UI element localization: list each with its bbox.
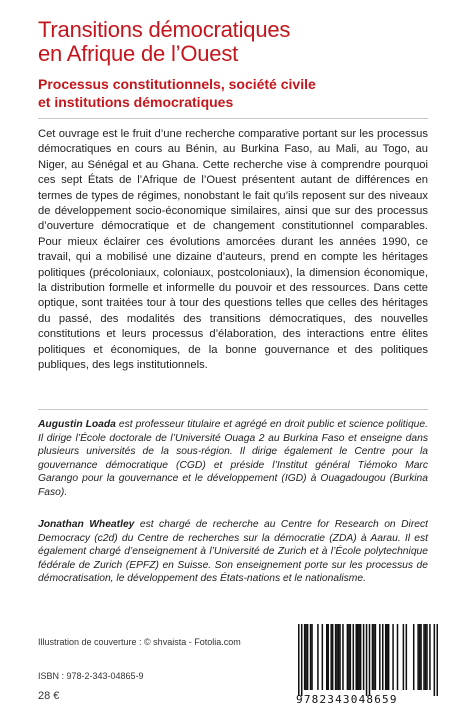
barcode-bar (307, 624, 309, 690)
barcode-bar (348, 624, 350, 690)
barcode-bar (347, 624, 349, 690)
barcode-bar (336, 624, 338, 690)
barcode-bar (335, 624, 337, 690)
barcode-bar (413, 624, 415, 690)
barcode-bar (385, 624, 387, 690)
barcode-bar (327, 624, 329, 690)
barcode-bar (358, 624, 360, 690)
barcode-bar (420, 624, 422, 690)
barcode-bar (311, 624, 313, 690)
barcode-bar (386, 624, 388, 690)
book-title-line-2: en Afrique de l’Ouest (38, 41, 239, 66)
barcode-bar (342, 624, 344, 690)
divider-middle (38, 409, 428, 410)
barcode-image (298, 624, 438, 696)
book-subtitle (38, 75, 438, 111)
book-subtitle-line-2: et institutions démocratiques (38, 94, 234, 110)
barcode-bar (317, 624, 319, 690)
barcode-bar (426, 624, 428, 690)
barcode-bar (373, 624, 375, 690)
author-bio-text-loada: est professeur titulaire et agrégé en droit public et science politique. Il dirige l’École doctorale de l’Université Ouaga 2 au Burkina Faso et enseigne dans plusieurs universités de la sous-région. Il dirige également le Centre pour la gouvernance démocratique (CGD) et préside l’Institut général Tiémoko Marc Garango pour la gouvernance et le développement (IGD) à Ouagadougou (Burkina Faso). (38, 419, 428, 498)
barcode-bar (437, 624, 438, 696)
book-subtitle-line-1: Processus constitutionnels, société civile (38, 76, 316, 92)
barcode-digits: 9782343048659 (296, 693, 398, 706)
divider-top (38, 118, 428, 119)
barcode-bar (425, 624, 427, 690)
barcode-bar (388, 624, 390, 690)
author-bio-text-wheatley: est chargé de recherche au Centre for Research on Direct Democracy (c2d) du Centre de recherches sur la démocratie (ZDA) à Aarau. Il est également chargé d’enseignement à l’Université de Zurich et à l’École polytechnique fédérale de Zurich (EPFZ) en Suisse. Son enseignement porte sur les processus de démocratisation, le développement des États-nations et le nationalisme. (38, 519, 428, 585)
barcode-bar (322, 624, 324, 690)
barcode-bar (326, 624, 328, 690)
barcode-bar (369, 624, 371, 696)
barcode-bar (332, 624, 334, 690)
barcode-bar (372, 624, 374, 690)
barcode-bar (392, 624, 394, 690)
price-label: 28 € (38, 690, 60, 702)
barcode-bar (366, 624, 368, 696)
barcode-bar (330, 624, 332, 690)
book-title-line-1: Transitions démocratiques (38, 17, 291, 42)
barcode-bar (406, 624, 408, 690)
barcode-bar (338, 624, 340, 690)
author-bio-loada (38, 418, 428, 500)
cover-illustration-credit: Illustration de couverture : © shvaista - Fotolia.com (38, 637, 241, 647)
barcode-bar (305, 624, 307, 690)
barcode-bar (298, 624, 300, 696)
barcode-bar (304, 624, 306, 690)
barcode-bar (357, 624, 359, 690)
author-name-loada: Augustin Loada (38, 419, 116, 430)
book-title (38, 18, 438, 66)
barcode-bar (363, 624, 365, 690)
barcode-bar (419, 624, 421, 690)
barcode-bar (417, 624, 419, 690)
barcode-bar (339, 624, 341, 690)
barcode-bar (379, 624, 381, 690)
author-name-wheatley: Jonathan Wheatley (38, 519, 135, 530)
barcode-bar (360, 624, 362, 690)
barcode-bar (382, 624, 384, 690)
barcode-bar (310, 624, 312, 690)
barcode-bar (434, 624, 436, 696)
barcode-bar (301, 624, 303, 696)
author-bio-wheatley (38, 518, 428, 586)
barcode-bar (429, 624, 431, 690)
barcode-bar (355, 624, 357, 690)
summary-paragraph: Cet ouvrage est le fruit d’une recherche comparative portant sur les processus démocratiques en cours au Bénin, au Burkina Faso, au Mali, au Togo, au Niger, au Sénégal et au Ghana. Cette recherche vise à comprendre pourquoi ces sept États de l’Afrique de l’Ouest présentent autant de différences en termes de types de régimes, nonobstant le fait qu’ils reposent sur des niveaux de développement socio-économique similaires, ainsi que sur des processus d’ouverture démocratique et de changement constitutionnel comparables. Pour mieux éclairer ces évolutions amorcées durant les années 1990, ce travail, qui a mobilisé une dizaine d’auteurs, prend en compte les héritages politiques (précoloniaux, coloniaux, postcoloniaux), la dimension économique, la distribution formelle et informelle du pouvoir et des ressources. Dans cette optique, sont traitées tour à tour des questions telles que celles des héritages du passé, des modalités des transitions démocratiques, des nouvelles constitutions et leurs processus d’élaboration, des interactions entre élites politiques et économiques, de la bonne gouvernance et des politiques publiques, des legs institutionnels. (38, 128, 428, 372)
barcode-bar (403, 624, 405, 690)
isbn-label: ISBN : 978-2-343-04865-9 (38, 671, 144, 681)
barcode-bar (353, 624, 355, 690)
barcode-bar (397, 624, 399, 690)
barcode-bar (350, 624, 352, 690)
barcode-bar (423, 624, 425, 690)
barcode-bar (375, 624, 377, 690)
